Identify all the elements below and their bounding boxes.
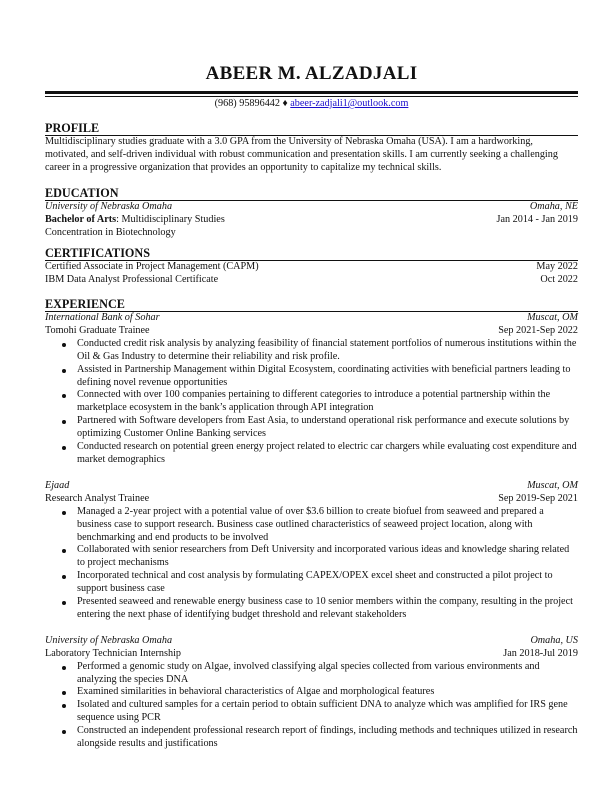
role: Laboratory Technician Internship	[45, 647, 182, 659]
role: Research Analyst Trainee	[45, 492, 150, 504]
dates: Sep 2019-Sep 2021	[498, 492, 578, 504]
certification-name: IBM Data Analyst Professional Certificate	[45, 273, 219, 285]
bullet-list	[45, 506, 578, 622]
bullet-item: Collaborated with senior researchers from Deft University and incorporated various ideas and knowledge sharing related to project mechanisms	[77, 544, 578, 570]
bullet-item: Conducted research on potential green energy project related to electric car chargers while evaluating cost expenditure and market demographics	[77, 441, 577, 465]
certification-item	[45, 274, 578, 287]
bullet-item: Assisted in Partnership Management within Digital Ecosystem, coordinating activities with beneficial partners leading to defining novel revenue opportunities	[77, 364, 578, 390]
organization: Ejaad	[45, 479, 70, 491]
dates: Jan 2014 - Jan 2019	[496, 213, 578, 225]
section-title: CERTIFICATIONS	[45, 246, 578, 261]
certification-date: May 2022	[536, 261, 578, 272]
header-rule	[45, 91, 578, 94]
certification-name: Certified Associate in Project Management (CAPM)	[45, 261, 259, 272]
experience-section	[45, 297, 578, 751]
section-title: PROFILE	[45, 121, 578, 136]
bullet-item: Incorporated technical and cost analysis by formulating CAPEX/OPEX excel sheet and constructed a pilot project to support business case	[77, 570, 578, 596]
bullet-item: Conducted credit risk analysis by analyzing feasibility of financial statement portfolios of numerous institutions within the Oil & Gas Industry to determine their reliability and risk profile.	[77, 337, 577, 362]
bullet-item: Partnered with Software developers from East Asia, to understand operational risk performance and execute solutions by optimizing Customer Online Banking services	[77, 415, 578, 441]
bullet-item: Examined similarities in behavioral characteristics of Algae and morphological features	[77, 686, 578, 699]
header-rule-thin	[45, 96, 578, 97]
concentration: Concentration in Biotechnology	[45, 226, 176, 238]
bullet-item: Constructed an independent professional research report of findings, including methods and techniques utilized in research alongside results and justifications	[77, 725, 578, 750]
location: Omaha, NE	[529, 201, 578, 212]
bullet-item: Performed a genomic study on Algae, involved classifying algal species collected from various environments and analyzing the species DNA	[77, 661, 578, 687]
organization: International Bank of Sohar	[45, 312, 160, 323]
bullet-item: Managed a 2-year project with a potential value of over $3.6 billion to create biofuel from seaweed and prepared a business case to support research. Business case outlined characteristics of seaweed project location, along with benchmarking and end products to be involved	[77, 506, 578, 545]
location: Muscat, OM	[527, 312, 578, 323]
education-section	[45, 186, 578, 240]
organization: University of Nebraska Omaha	[45, 634, 173, 646]
bullet-list	[45, 661, 578, 751]
school: University of Nebraska Omaha	[45, 201, 173, 212]
contact-line	[45, 98, 578, 111]
dates: Sep 2021-Sep 2022	[498, 324, 578, 336]
location: Muscat, OM	[527, 479, 578, 491]
certifications-section	[45, 246, 578, 287]
job-entry	[45, 312, 578, 467]
bullet-item: Connected with over 100 companies pertaining to different categories to introduce a potential partnership within the marketplace ecosystem in the bank’s application through API integration	[77, 389, 578, 415]
bullet-item: Presented seaweed and renewable energy business case to 10 senior members within the company, resulting in the project entering the next phase of identifying budget threshold and relevant stakeholders	[77, 596, 578, 622]
degree: Bachelor of Arts	[45, 213, 117, 225]
phone: (968) 95896442	[214, 98, 280, 109]
email-link[interactable]: abeer-zadjali1@outlook.com	[290, 98, 409, 109]
candidate-name: ABEER M. ALZADJALI	[205, 63, 418, 84]
bullet-list	[45, 338, 578, 467]
section-title: EXPERIENCE	[45, 297, 578, 312]
job-entry	[45, 635, 578, 751]
job-entry	[45, 480, 578, 622]
location: Omaha, US	[530, 634, 578, 646]
dates: Jan 2018-Jul 2019	[503, 647, 578, 659]
role: Tomohi Graduate Trainee	[45, 324, 150, 336]
section-title: EDUCATION	[45, 186, 578, 201]
certification-item	[45, 261, 578, 274]
profile-text: Multidisciplinary studies graduate with a 3.0 GPA from the University of Nebraska Omaha (USA). I am a hardworking, motivated, and self-driven individual with robust communication and presentation skills. I am currently seeking a challenging career in a progressive organization that provides an opportunity to capitalize my technical skills.	[45, 136, 558, 173]
bullet-item: Isolated and cultured samples for a certain period to obtain sufficient DNA to analyze which was amplified for IRS gene sequence using PCR	[77, 699, 578, 725]
major: : Multidisciplinary Studies	[116, 213, 225, 225]
certification-date: Oct 2022	[540, 273, 578, 285]
profile-section	[45, 121, 578, 175]
diamond-separator-icon: ♦	[282, 98, 288, 109]
